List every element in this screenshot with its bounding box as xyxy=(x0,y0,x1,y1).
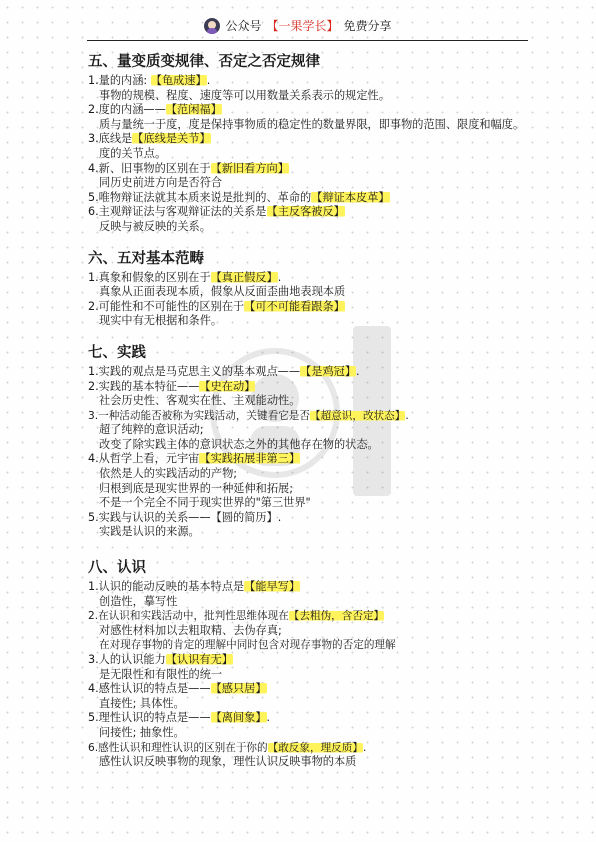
s5-item-2-detail: 质与量统一于度，度是保持事物质的稳定性的数量界限，即事物的范围、限度和幅度。 xyxy=(99,117,525,131)
s6-item-1-end: . xyxy=(277,270,282,284)
s6-item-1-mnemonic: 【真正假反】 xyxy=(210,270,278,284)
s8-item-4-detail: 直接性; 具体性。 xyxy=(99,696,185,710)
s8-item-2-mnemonic: 【去粗伪，含否定】 xyxy=(288,610,385,623)
s7-item-5-text: 5.实践与认识的关系—— xyxy=(88,510,211,524)
header-prefix: 公众号 xyxy=(225,19,262,33)
s6-item-2-text: 2.可能性和不可能性的区别在于 xyxy=(88,299,245,313)
s8-item-2-text: 2.在认识和实践活动中，批判性思维体现在 xyxy=(88,610,289,623)
s8-item-6-text: 6.感性认识和理性认识的区别在于你的 xyxy=(88,741,268,754)
s8-item-4-text: 4.感性认识的特点是—— xyxy=(88,682,211,696)
s7-item-1-end: . xyxy=(356,364,360,378)
s5-item-4-detail: 同历史前进方向是否符合 xyxy=(99,176,223,190)
s5-item-6-text: 6.主观辩证法与客观辩证法的关系是 xyxy=(88,205,267,219)
s5-item-3-mnemonic: 【底线是关节】 xyxy=(132,132,211,146)
s8-item-2-detail-2: 在对现存事物的肯定的理解中同时包含对现存事物的否定的理解 xyxy=(99,639,396,652)
s7-item-3-detail-1: 超了纯粹的意识活动; xyxy=(99,423,204,437)
s8-item-6-end: . xyxy=(362,741,367,754)
s7-item-4-text: 4.从哲学上看，元宇宙 xyxy=(88,452,200,466)
s7-item-1 xyxy=(88,365,528,380)
s6-item-1-text: 1.真象和假象的区别在于 xyxy=(88,270,211,284)
s8-item-1-text: 1.认识的能动反映的基本特点是 xyxy=(88,580,245,594)
s7-item-4-detail-1: 依然是人的实践活动的产物; xyxy=(99,467,238,481)
s8-item-2-detail-1: 对感性材料加以去粗取精、去伪存真; xyxy=(99,623,282,637)
section-title-5: 五、量变质变规律、否定之否定规律 xyxy=(88,54,320,70)
s7-item-4-mnemonic: 【实践拓展非第三】 xyxy=(199,452,301,466)
s7-item-2-detail: 社会历史性、客观实在性、主观能动性。 xyxy=(99,394,301,408)
section-title-6: 六、五对基本范畴 xyxy=(88,250,204,267)
header-suffix: 免费分享 xyxy=(343,19,392,33)
s8-item-5-mnemonic: 【离间象】 xyxy=(210,711,267,725)
s6-item-2-mnemonic: 【可不可能看跟条】 xyxy=(244,299,345,313)
s5-item-1-text: 1.量的内涵: xyxy=(88,74,151,87)
s7-item-4 xyxy=(88,452,528,467)
s5-item-4-text: 4.新、旧事物的区别在于 xyxy=(88,161,211,175)
s5-item-2-mnemonic: 【范闲福】 xyxy=(165,103,222,117)
s7-item-2 xyxy=(88,380,528,395)
s5-item-5-mnemonic: 【辩证本皮革】 xyxy=(311,190,390,204)
s7-item-4-detail-2: 归根到底是现实世界的一种延伸和拓展; xyxy=(99,481,293,495)
s8-item-4-mnemonic: 【感只居】 xyxy=(210,682,267,696)
s8-item-3-mnemonic: 【认识有无】 xyxy=(165,653,233,666)
s8-item-1-detail: 创造性，摹写性 xyxy=(99,594,178,608)
s8-item-3-detail: 是无限性和有限性的统一 xyxy=(99,667,223,681)
notes-content xyxy=(88,52,528,770)
s5-item-5-text: 5.唯物辩证法就其本质来说是批判的、革命的 xyxy=(88,190,312,204)
s7-item-5 xyxy=(88,511,528,526)
section-title-8: 八、认识 xyxy=(88,560,146,577)
s8-item-3-text: 3.人的认识能力 xyxy=(88,653,166,666)
s5-item-3-detail: 度的关节点。 xyxy=(99,146,167,160)
s5-item-3-text: 3.底线是 xyxy=(88,132,133,146)
s6-item-2-detail: 现实中有无根据和条件。 xyxy=(99,314,223,328)
s5-item-1-mnemonic: 【龟成速】 xyxy=(150,74,207,87)
s7-item-3-detail-2: 改变了除实践主体的意识状态之外的其他存在物的状态。 xyxy=(99,437,379,451)
section-title-7: 七、实践 xyxy=(88,344,146,361)
s7-item-5-end: . xyxy=(277,510,282,524)
s8-item-2 xyxy=(88,609,528,624)
s8-item-4 xyxy=(88,682,528,697)
s8-item-6 xyxy=(88,741,528,756)
header-divider xyxy=(87,40,528,41)
s5-item-6-detail: 反映与被反映的关系。 xyxy=(99,219,211,233)
s8-item-3 xyxy=(88,653,528,668)
s8-item-5-end: . xyxy=(266,711,271,725)
s5-item-3 xyxy=(88,132,528,147)
s5-item-6 xyxy=(88,205,528,220)
s5-item-1-end: . xyxy=(206,74,211,87)
s8-item-5 xyxy=(88,711,528,726)
s5-item-6-mnemonic: 【主反客被反】 xyxy=(266,205,345,219)
s5-item-4-mnemonic: 【新旧看方向】 xyxy=(210,161,289,175)
s7-item-5-mnemonic: 【圆的简历】 xyxy=(210,510,278,524)
s7-item-1-text: 1.实践的观点是马克思主义的基本观点—— xyxy=(88,364,301,378)
s7-item-2-text: 2.实践的基本特征—— xyxy=(88,379,200,393)
s8-item-5-text: 5.理性认识的特点是—— xyxy=(88,711,211,725)
header xyxy=(0,17,596,37)
s7-item-3-mnemonic: 【超意识，改状态】 xyxy=(309,409,406,422)
s6-item-2 xyxy=(88,300,528,315)
s5-item-4 xyxy=(88,162,528,177)
s7-item-1-mnemonic: 【是鸡冠】 xyxy=(300,364,357,378)
s5-item-2-text: 2.度的内涵—— xyxy=(88,103,166,117)
s6-item-1-detail: 真象从正面表现本质，假象从反面歪曲地表现本质 xyxy=(99,285,346,299)
s8-item-1-mnemonic: 【能早写】 xyxy=(244,580,301,594)
s7-item-5-detail: 实践是认识的来源。 xyxy=(99,525,200,539)
s6-item-1 xyxy=(88,271,528,286)
s8-item-6-detail: 感性认识反映事物的现象，理性认识反映事物的本质 xyxy=(99,755,357,769)
s8-item-1 xyxy=(88,580,528,595)
s5-item-1-detail: 事物的规模、程度、速度等可以用数量关系表示的规定性。 xyxy=(99,88,390,102)
s7-item-3 xyxy=(88,409,528,424)
header-brand: 【一果学长】 xyxy=(266,19,339,33)
s5-item-5 xyxy=(88,191,528,206)
s8-item-6-mnemonic: 【敢反象，理反质】 xyxy=(267,741,363,754)
s8-item-5-detail: 问接性; 抽象性。 xyxy=(99,725,185,739)
avatar-icon xyxy=(204,18,220,34)
s7-item-4-detail-3: 不是一个完全不同于现实世界的"第三世界" xyxy=(99,496,311,510)
s7-item-3-text: 3.一种活动能否被称为实践活动，关键看它是否 xyxy=(88,409,310,422)
s5-item-2 xyxy=(88,103,528,118)
s5-item-1 xyxy=(88,74,528,89)
s7-item-3-end: . xyxy=(405,409,409,422)
s7-item-2-mnemonic: 【史在动】 xyxy=(199,379,256,393)
